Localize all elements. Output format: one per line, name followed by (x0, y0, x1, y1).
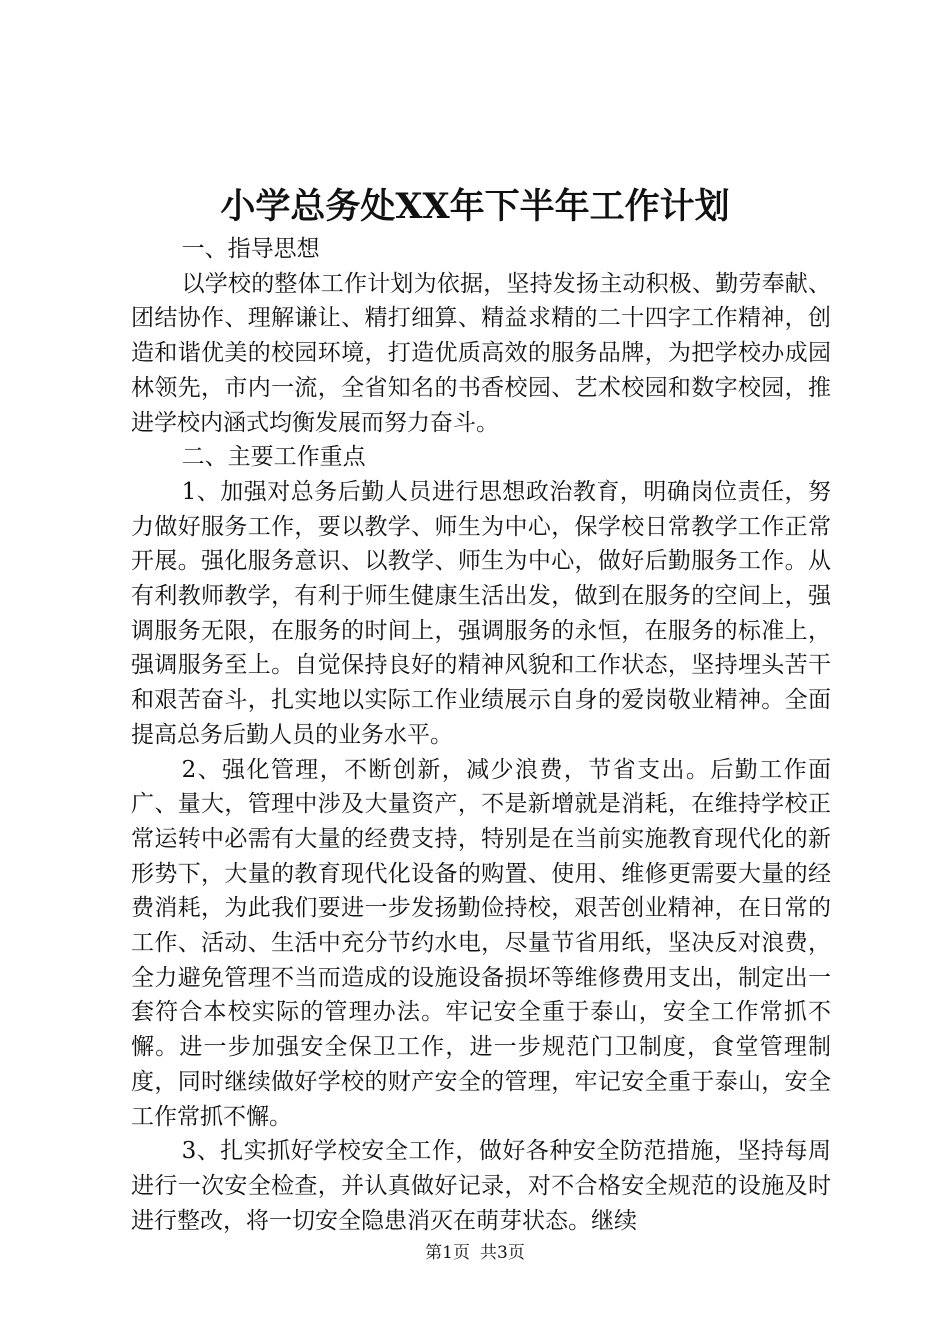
paragraph-item-1: 1、加强对总务后勤人员进行思想政治教育，明确岗位责任，努力做好服务工作，要以教学、师生为中心，保学校日常教学工作正常开展。强化服务意识、以教学、师生为中心，做好后勤服务工作。从有利教师教学，有利于师生健康生活出发，做到在服务的空间上，强调服务无限，在服务的时间上，强调服务的永恒，在服务的标准上，强调服务至上。自觉保持良好的精神风貌和工作状态，坚持埋头苦干和艰苦奋斗，扎实地以实际工作业绩展示自身的爱岗敬业精神。全面提高总务后勤人员的业务水平。 (131, 478, 831, 748)
document-body (131, 232, 831, 1238)
page-total: 共3页 (480, 1243, 525, 1263)
paragraph-item-2: 2、强化管理，不断创新，减少浪费，节省支出。后勤工作面广、量大，管理中涉及大量资产，不是新增就是消耗，在维持学校正常运转中必需有大量的经费支持，特别是在当前实施教育现代化的新形势下，大量的教育现代化设备的购置、使用、维修更需要大量的经费消耗，为此我们要进一步发扬勤俭持校，艰苦创业精神，在日常的工作、活动、生活中充分节约水电，尽量节省用纸，坚决反对浪费，全力避免管理不当而造成的设施设备损坏等维修费用支出，制定出一套符合本校实际的管理办法。牢记安全重于泰山，安全工作常抓不懈。进一步加强安全保卫工作，进一步规范门卫制度，食堂管理制度，同时继续做好学校的财产安全的管理，牢记安全重于泰山，安全工作常抓不懈。 (131, 756, 831, 1130)
paragraph-guiding-thought: 以学校的整体工作计划为依据，坚持发扬主动积极、勤劳奉献、团结协作、理解谦让、精打细算、精益求精的二十四字工作精神，创造和谐优美的校园环境，打造优质高效的服务品牌，为把学校办成园林领先，市内一流，全省知名的书香校园、艺术校园和数字校园，推进学校内涵式均衡发展而努力奋斗。 (131, 270, 831, 436)
section-heading-guiding-thought: 一、指导思想 (181, 236, 320, 262)
section-heading-key-work: 二、主要工作重点 (181, 444, 366, 471)
page-footer (0, 1241, 950, 1265)
page-number: 第1页 (425, 1243, 470, 1263)
document-title: 小学总务处XX年下半年工作计划 (220, 186, 730, 227)
paragraph-item-3: 3、扎实抓好学校安全工作，做好各种安全防范措施，坚持每周进行一次安全检查，并认真做好记录，对不合格安全规范的设施及时进行整改，将一切安全隐患消灭在萌芽状态。继续 (131, 1138, 831, 1234)
